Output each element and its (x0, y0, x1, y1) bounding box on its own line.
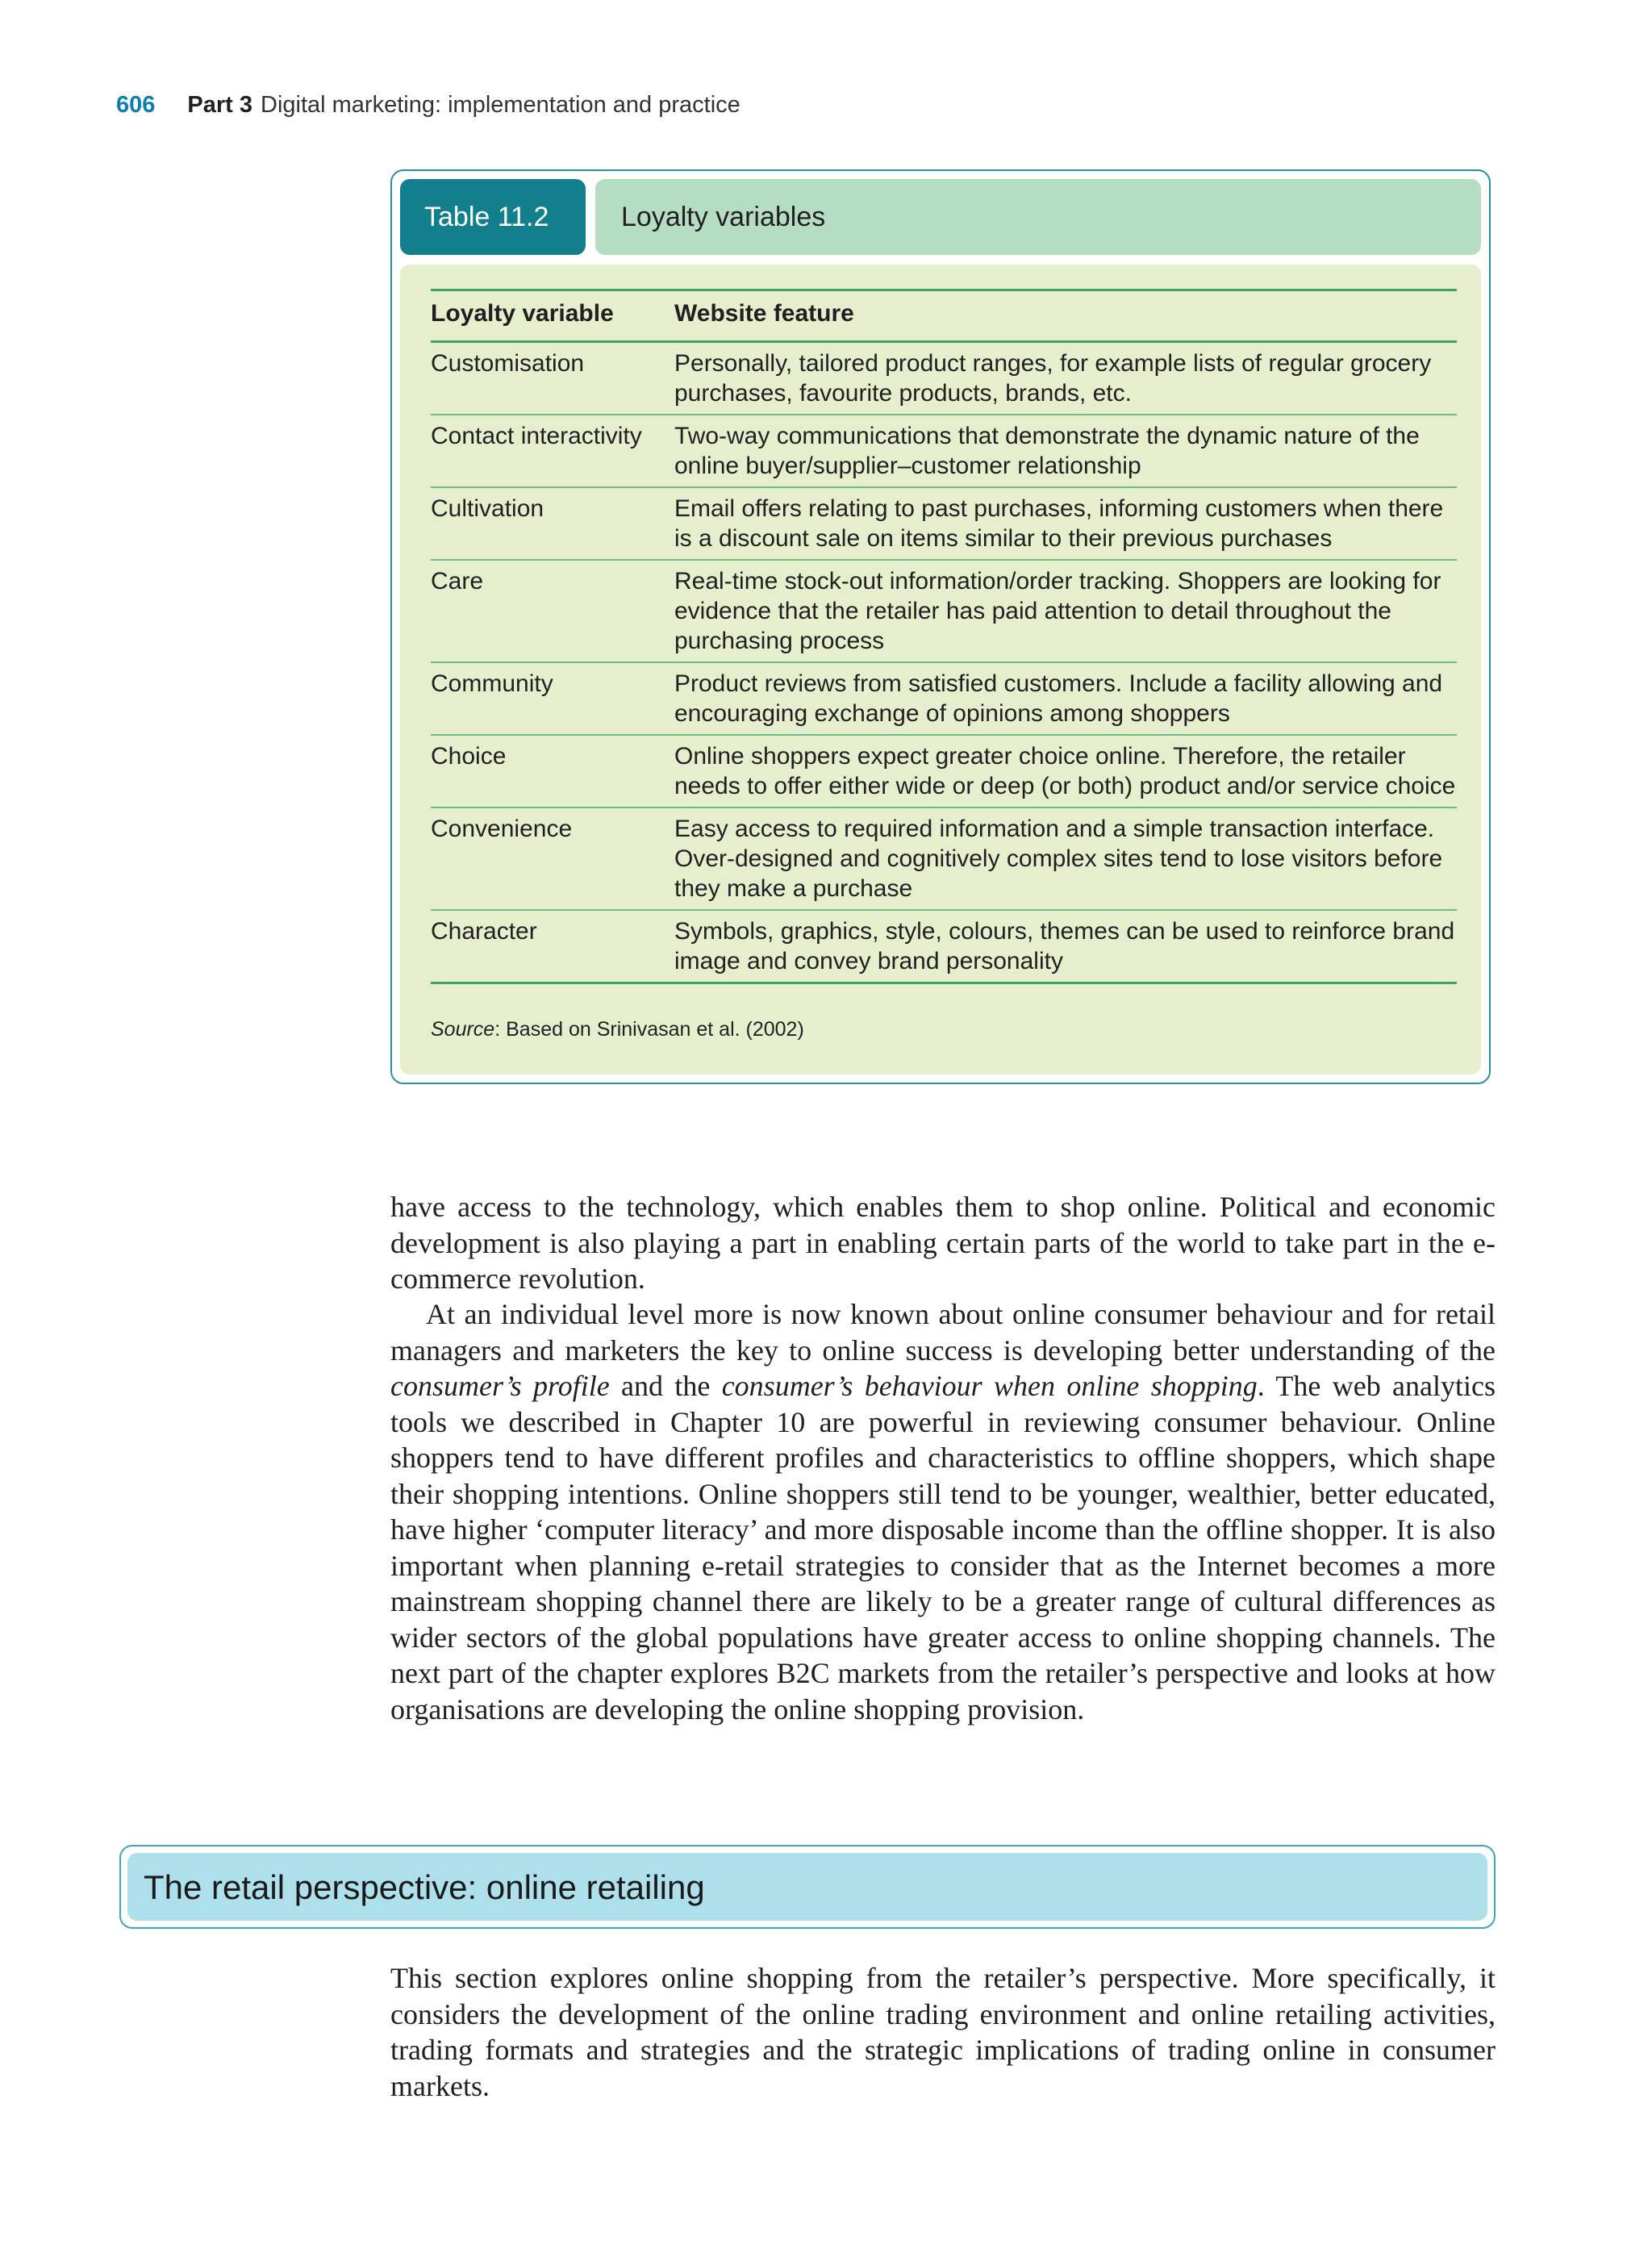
section-heading: The retail perspective: online retailing (127, 1853, 1487, 1921)
table-row (431, 487, 1457, 560)
table-row (431, 807, 1457, 910)
loyalty-table (431, 289, 1457, 984)
paragraph-text: At an individual level more is now known about online consumer behaviour and for retail managers and marketers the key to online success is developing better understanding of the (390, 1298, 1496, 1367)
body-paragraph-1: have access to the technology, which enables them to shop online. Political and economic development is also playing a part in enabling certain parts of the world to take part in the e-commerce revolution. (390, 1191, 1496, 1295)
row-variable: Cultivation (431, 495, 544, 522)
body-paragraph-2 (390, 1296, 1496, 1727)
row-variable: Contact interactivity (431, 423, 642, 449)
table-row (431, 342, 1457, 415)
header-loyalty-variable: Loyalty variable (431, 300, 614, 327)
row-variable: Convenience (431, 816, 573, 842)
table-row (431, 560, 1457, 662)
row-feature: Email offers relating to past purchases, informing customers when there is a discount sale on items similar to their previous purchases (674, 495, 1444, 552)
row-feature: Online shoppers expect greater choice online. Therefore, the retailer needs to offer either wide or deep (or both) product and/or service choice (674, 743, 1456, 799)
row-feature: Personally, tailored product ranges, for example lists of regular grocery purchases, favourite products, brands, etc. (674, 350, 1432, 407)
table-label: Table 11.2 (400, 179, 586, 255)
paragraph-text: . The web analytics tools we described in Chapter 10 are powerful in reviewing consumer behaviour. Online shoppers tend to have different profiles and characteristics to offline shoppers, which shape their shopping intentions. Online shoppers still tend to be younger, wealthier, better educated, have higher ‘computer literacy’ and more disposable income than the offline shopper. It is also important when planning e-retail strategies to consider that as the Internet becomes a more mainstream shopping channel there are likely to be a greater range of cultural differences as wider sectors of the global populations have greater access to online shopping channels. The next part of the chapter explores B2C markets from the retailer’s perspective and looks at how organisations are developing the online shopping provision. (390, 1370, 1496, 1725)
row-feature: Symbols, graphics, style, colours, themes can be used to reinforce brand image and convey brand personality (674, 918, 1455, 974)
running-head (116, 92, 740, 119)
table-row (431, 910, 1457, 983)
table-row (431, 735, 1457, 807)
table-body-panel (400, 265, 1481, 1075)
loyalty-table-box (390, 169, 1491, 1084)
section-heading-box (119, 1845, 1496, 1929)
source-label: Source (431, 1018, 495, 1041)
row-variable: Customisation (431, 350, 585, 377)
body-paragraph-3: This section explores online shopping from the retailer’s perspective. More specifically, it considers the development of the online trading environment and online retailing activities, trading formats and strategies and the strategic implications of trading online in consumer markets. (390, 1962, 1496, 2102)
row-variable: Character (431, 918, 537, 945)
part-label: Part 3 (187, 92, 252, 118)
source-text: : Based on Srinivasan et al. (2002) (494, 1018, 804, 1041)
row-variable: Choice (431, 743, 507, 770)
row-feature: Two-way communications that demonstrate the dynamic nature of the online buyer/supplier–customer relationship (674, 423, 1420, 479)
paragraph-text: and the (609, 1370, 722, 1402)
table-caption: Loyalty variables (595, 179, 1481, 255)
emphasis-consumer-behaviour: consumer’s behaviour when online shopping (721, 1370, 1258, 1402)
row-feature: Real-time stock-out information/order tracking. Shoppers are looking for evidence that the retailer has paid attention to detail throughout the purchasing process (674, 568, 1441, 654)
header-website-feature: Website feature (674, 300, 854, 327)
page-number: 606 (116, 92, 156, 118)
chapter-title: Digital marketing: implementation and practice (261, 92, 740, 118)
row-feature: Easy access to required information and a simple transaction interface. Over-designed and cognitively complex sites tend to lose visitors before they make a purchase (674, 816, 1443, 902)
row-variable: Community (431, 670, 553, 697)
table-header-row (431, 290, 1457, 342)
table-row (431, 415, 1457, 487)
emphasis-consumer-profile: consumer’s profile (390, 1370, 610, 1402)
table-row (431, 662, 1457, 735)
row-variable: Care (431, 568, 484, 595)
table-source-note (431, 1018, 804, 1041)
row-feature: Product reviews from satisfied customers. Include a facility allowing and encouraging exchange of opinions among shoppers (674, 670, 1443, 727)
